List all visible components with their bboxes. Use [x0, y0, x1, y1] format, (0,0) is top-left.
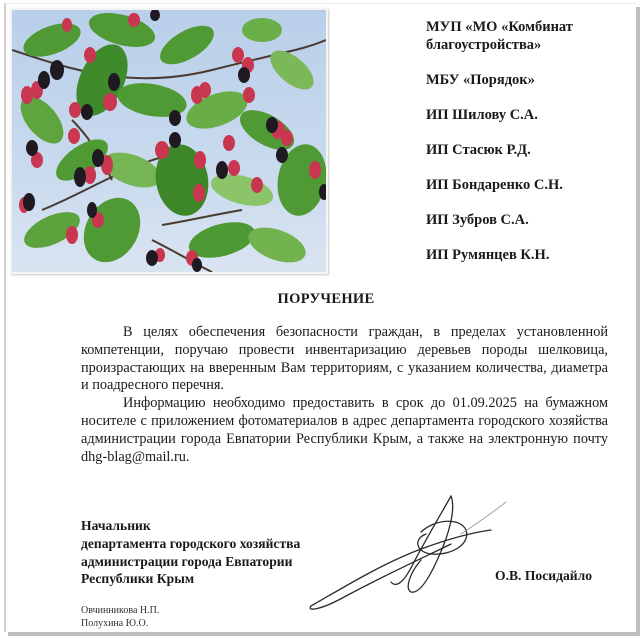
document-body	[81, 324, 608, 466]
addressee-item: ИП Стасюк Р.Д.	[426, 142, 531, 158]
handwritten-signature-icon	[301, 494, 511, 614]
position-line: департамента городского хозяйства	[81, 535, 301, 551]
position-line: администрации города Евпатории	[81, 553, 293, 569]
executor-name: Овчинникова Н.П.	[81, 605, 160, 616]
document-title: ПОРУЧЕНИЕ	[277, 291, 375, 307]
document-page	[4, 3, 636, 632]
signatory-position	[81, 517, 300, 588]
body-paragraph: Информацию необходимо предоставить в срок до 01.09.2025 на бумажном носителе с приложением фотоматериалов в адрес департамента городского хозяйства администрации города Евпатории Республики Крым, а также на электронную почту dhg-blag@mail.ru.	[81, 395, 608, 465]
position-line: Республики Крым	[81, 571, 195, 587]
addressee-item: ИП Шилову С.А.	[426, 107, 538, 123]
addressee-item: ИП Зубров С.А.	[426, 212, 529, 228]
addressee-list	[426, 18, 636, 281]
body-paragraph: В целях обеспечения безопасности граждан, в пределах установленной компетенции, поручаю провести инвентаризацию деревьев породы шелковица, произрастающих на вверенным Вам территориям, с указанием количества, диаметра и поадресного перечня.	[81, 324, 608, 394]
addressee-item: ИП Бондаренко С.Н.	[426, 177, 563, 193]
addressee-item: МБУ «Порядок»	[426, 72, 535, 88]
addressee-item: МУП «МО «Комбинат благоустройства»	[426, 19, 573, 53]
mulberry-photo	[10, 8, 328, 274]
position-line: Начальник	[81, 518, 151, 533]
executor-name: Полухина Ю.О.	[81, 618, 149, 629]
signatory-name: О.В. Посидайло	[495, 568, 593, 583]
mulberry-tree-image-icon	[12, 10, 326, 272]
executors-list	[81, 604, 159, 630]
addressee-item: ИП Румянцев К.Н.	[426, 247, 550, 263]
